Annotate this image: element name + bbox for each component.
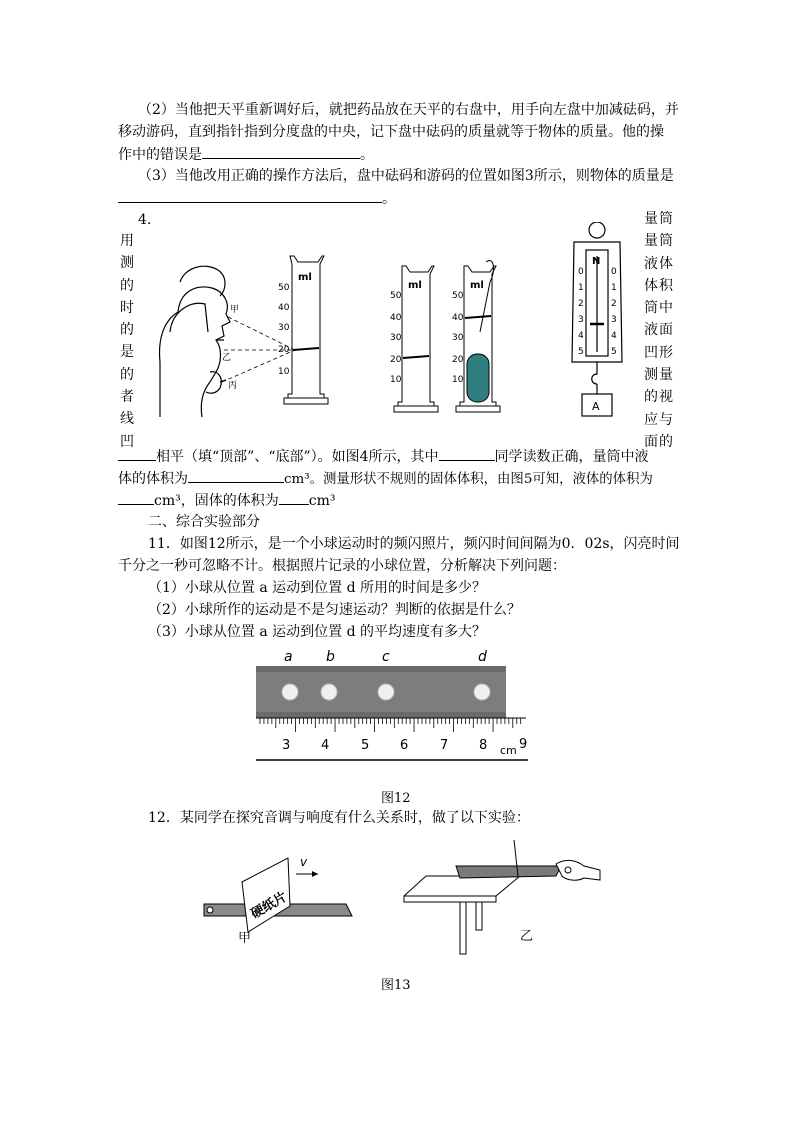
card-text: 硬纸片 bbox=[248, 889, 290, 923]
tick: 10 bbox=[390, 375, 402, 385]
table-leg bbox=[476, 902, 482, 930]
tick: 50 bbox=[390, 291, 402, 301]
scale-numbers-right bbox=[611, 267, 617, 357]
ball-label-a: a bbox=[284, 649, 293, 665]
scale-num: 2 bbox=[578, 299, 584, 309]
unit-label: ml bbox=[470, 280, 484, 291]
q3-p2-line3 bbox=[118, 144, 374, 165]
right-chars: 量筒 bbox=[644, 211, 674, 227]
strobe-photo-figure bbox=[250, 646, 540, 768]
label-yi: 乙 bbox=[520, 929, 534, 944]
q4-text-c1: cm³，固体的体积为 bbox=[154, 493, 279, 509]
tick: 30 bbox=[452, 333, 464, 343]
ruler-num: 4 bbox=[321, 738, 330, 753]
people-heads-illustration bbox=[160, 266, 230, 417]
answer-blank[interactable] bbox=[118, 188, 382, 203]
scale-num: 3 bbox=[611, 315, 617, 325]
scale-num: 0 bbox=[611, 267, 617, 277]
table-edge bbox=[404, 896, 496, 902]
answer-blank[interactable] bbox=[188, 468, 284, 483]
scale-num: 0 bbox=[578, 267, 584, 277]
right-chars: 量筒 bbox=[644, 233, 674, 250]
scale-num: 4 bbox=[578, 331, 584, 341]
tick: 20 bbox=[452, 355, 464, 365]
q4-right-column bbox=[644, 208, 676, 453]
left-char: 的 bbox=[120, 277, 134, 294]
q3-p2-line2: 移动游码，直到指针指到分度盘的中央，记下盘中砝码的质量就等于物体的质量。他的操 bbox=[118, 124, 664, 140]
q3-p3-line1: （3）当他改用正确的操作方法后，盘中砝码和游码的位置如图3所示，则物体的质量是 bbox=[138, 168, 674, 184]
q3-p3-line2 bbox=[118, 188, 396, 209]
left-char: 凹 bbox=[120, 433, 134, 450]
right-chars: 应与 bbox=[644, 411, 674, 428]
q3-p2-line1: （2）当他把天平重新调好后，就把药品放在天平的右盘中，用手向左盘中加减砝码，并 bbox=[138, 102, 679, 118]
right-chars: 筒中 bbox=[644, 300, 674, 317]
ruler-num: 7 bbox=[440, 738, 449, 753]
left-char: 时 bbox=[120, 299, 134, 316]
scale-num: 2 bbox=[611, 299, 617, 309]
tick: 20 bbox=[278, 345, 290, 355]
scale-num: 4 bbox=[611, 331, 617, 341]
ball-b bbox=[321, 684, 337, 700]
tick: 40 bbox=[278, 303, 290, 313]
ball-c bbox=[378, 684, 394, 700]
tick: 10 bbox=[452, 375, 464, 385]
q4-text-b2: cm³。测量形状不规则的固体体积，由图5可知，液体的体积为 bbox=[284, 472, 653, 487]
q4-text-c2: cm³ bbox=[308, 493, 336, 509]
cyl1-ticks bbox=[278, 283, 290, 377]
left-char: 线 bbox=[120, 411, 134, 428]
q4-line-c bbox=[118, 490, 335, 511]
q11-sub1: （1）小球从位置 a 运动到位置 d 所用的时间是多少？ bbox=[148, 580, 487, 596]
weight-label: A bbox=[592, 400, 600, 413]
scale-num: 5 bbox=[578, 347, 584, 357]
tick: 40 bbox=[390, 313, 402, 323]
right-chars: 液面 bbox=[644, 322, 674, 339]
left-char: 测 bbox=[120, 255, 134, 272]
q4-line-b bbox=[118, 468, 653, 490]
tick: 50 bbox=[278, 283, 290, 293]
tick: 40 bbox=[452, 313, 464, 323]
q4-text-b1: 体的体积为 bbox=[118, 471, 188, 487]
left-char: 的 bbox=[120, 322, 134, 339]
q4-text-a1: 相平（填“顶部”、“底部”）。如图4所示，其中 bbox=[156, 449, 439, 465]
figure-12-caption: 图12 bbox=[381, 791, 411, 806]
label-jia: 甲 bbox=[230, 305, 240, 315]
q4-number: 4. bbox=[138, 212, 152, 228]
ball-label-d: d bbox=[478, 649, 487, 665]
q11-line1: 11．如图12所示，是一个小球运动时的频闪照片，频闪时间间隔为0．02s，闪亮时间 bbox=[148, 536, 680, 552]
right-chars: 体积 bbox=[644, 277, 674, 294]
table-leg bbox=[460, 902, 466, 954]
left-char: 者 bbox=[120, 389, 134, 406]
right-chars: 的视 bbox=[644, 389, 674, 406]
q4-text-a2: 同学读数正确，量筒中液 bbox=[494, 449, 649, 465]
ball-d bbox=[474, 684, 490, 700]
q12-line1: 12．某同学在探究音调与响度有什么关系时，做了以下实验： bbox=[148, 810, 530, 826]
tick: 20 bbox=[390, 355, 402, 365]
cyl2-ticks bbox=[390, 291, 402, 385]
scale-numbers-left bbox=[578, 267, 584, 357]
answer-blank[interactable] bbox=[439, 446, 495, 461]
label-yi: 乙 bbox=[222, 353, 232, 363]
velocity-label: v bbox=[300, 855, 308, 869]
right-chars: 测量 bbox=[644, 367, 674, 384]
right-chars: 面的 bbox=[644, 433, 674, 450]
q11-sub2: （2）小球所作的运动是不是匀速运动？判断的依据是什么？ bbox=[148, 602, 521, 618]
hand-illustration bbox=[556, 860, 600, 880]
ruler-num: 3 bbox=[282, 738, 291, 753]
left-char: 的 bbox=[120, 366, 134, 383]
figure-13-caption: 图13 bbox=[381, 978, 411, 993]
left-char: 用 bbox=[120, 233, 134, 249]
ruler-strip bbox=[456, 866, 561, 878]
ball-label-c: c bbox=[382, 649, 390, 665]
q4-line-a bbox=[118, 446, 649, 467]
cyl3-ticks bbox=[452, 291, 464, 385]
ball-a bbox=[282, 684, 298, 700]
q11-line2: 千分之一秒可忽略不计。根据照片记录的小球位置，分析解决下列问题： bbox=[118, 558, 566, 574]
q3-p2-text: 作中的错误是 bbox=[118, 147, 202, 163]
scale-num: 3 bbox=[578, 315, 584, 325]
ruler-num: 8 bbox=[479, 738, 488, 753]
scale-num: 1 bbox=[578, 283, 584, 293]
right-chars: 凹形 bbox=[644, 344, 674, 361]
scale-num: 5 bbox=[611, 347, 617, 357]
q3-p3-end: 。 bbox=[382, 191, 396, 207]
tick: 30 bbox=[278, 323, 290, 333]
figure-13-jia bbox=[196, 846, 356, 946]
tick: 10 bbox=[278, 367, 290, 377]
solid-object bbox=[467, 354, 489, 402]
ruler-num: 9 bbox=[519, 737, 528, 752]
answer-blank[interactable] bbox=[118, 446, 156, 461]
q4-left-column bbox=[118, 230, 136, 453]
scale-num: 1 bbox=[611, 283, 617, 293]
unit-label: ml bbox=[408, 280, 422, 291]
q11-sub3: （3）小球从位置 a 运动到位置 d 的平均速度有多大？ bbox=[148, 624, 487, 640]
label-jia: 甲 bbox=[238, 931, 252, 946]
label-bing: 丙 bbox=[228, 381, 238, 391]
tick: 30 bbox=[390, 333, 402, 343]
section-title: 二、综合实验部分 bbox=[148, 514, 260, 530]
right-chars: 液体 bbox=[644, 255, 674, 272]
ruler-num: 6 bbox=[400, 738, 409, 753]
ruler bbox=[260, 718, 521, 732]
answer-blank[interactable] bbox=[118, 490, 154, 505]
q3-p2-end: 。 bbox=[360, 147, 374, 163]
scale-unit: N bbox=[592, 256, 601, 267]
tick: 50 bbox=[452, 291, 464, 301]
answer-blank[interactable] bbox=[279, 490, 309, 505]
ball-label-b: b bbox=[326, 649, 335, 665]
unit-label: ml bbox=[298, 272, 312, 283]
left-char: 是 bbox=[120, 344, 134, 361]
ruler-num: 5 bbox=[361, 738, 370, 753]
answer-blank[interactable] bbox=[202, 144, 360, 159]
q4-figure bbox=[150, 222, 640, 422]
figure-13-yi bbox=[396, 836, 606, 958]
ruler-numbers bbox=[282, 737, 527, 753]
ruler-unit: cm bbox=[500, 744, 517, 757]
